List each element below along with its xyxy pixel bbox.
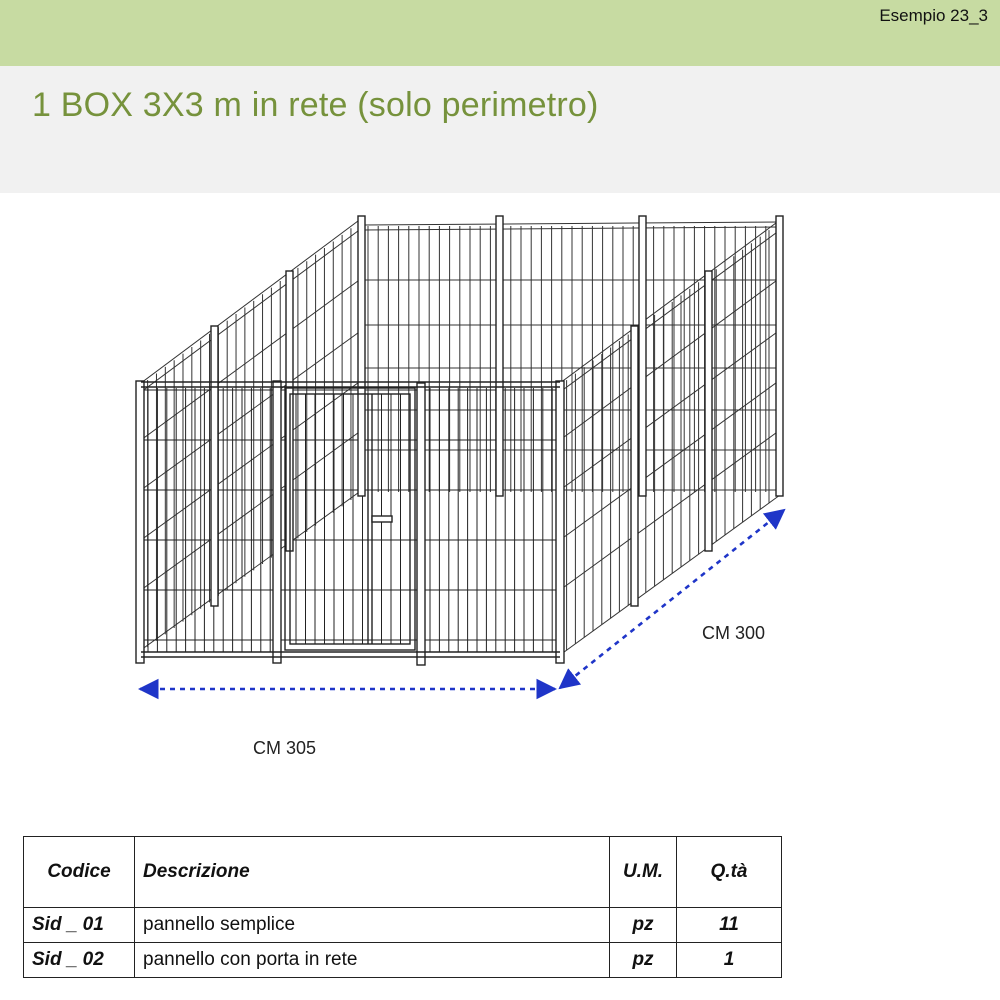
page-title: 1 BOX 3X3 m in rete (solo perimetro) (32, 86, 599, 124)
row-code: Sid _ 01 (24, 908, 135, 943)
row-unit: pz (610, 908, 677, 943)
row-code: Sid _ 02 (24, 943, 135, 978)
table-header-row (24, 837, 782, 908)
row-quantity: 11 (677, 908, 782, 943)
dimension-lines (140, 510, 784, 689)
title-band (0, 66, 1000, 193)
table-row (24, 908, 782, 943)
kennel-drawing (0, 193, 1000, 813)
example-label: Esempio 23_3 (879, 6, 988, 25)
header-description: Descrizione (135, 837, 610, 908)
row-unit: pz (610, 943, 677, 978)
parts-table (23, 836, 782, 978)
row-description: pannello con porta in rete (135, 943, 610, 978)
row-description: pannello semplice (135, 908, 610, 943)
header-code: Codice (24, 837, 135, 908)
door (285, 388, 415, 650)
header-quantity: Q.tà (677, 837, 782, 908)
depth-dimension-label: CM 300 (702, 623, 766, 643)
header-unit: U.M. (610, 837, 677, 908)
row-quantity: 1 (677, 943, 782, 978)
table-row (24, 943, 782, 978)
right-wall (560, 220, 780, 655)
width-dimension-label: CM 305 (253, 738, 317, 758)
header-band (0, 0, 1000, 66)
